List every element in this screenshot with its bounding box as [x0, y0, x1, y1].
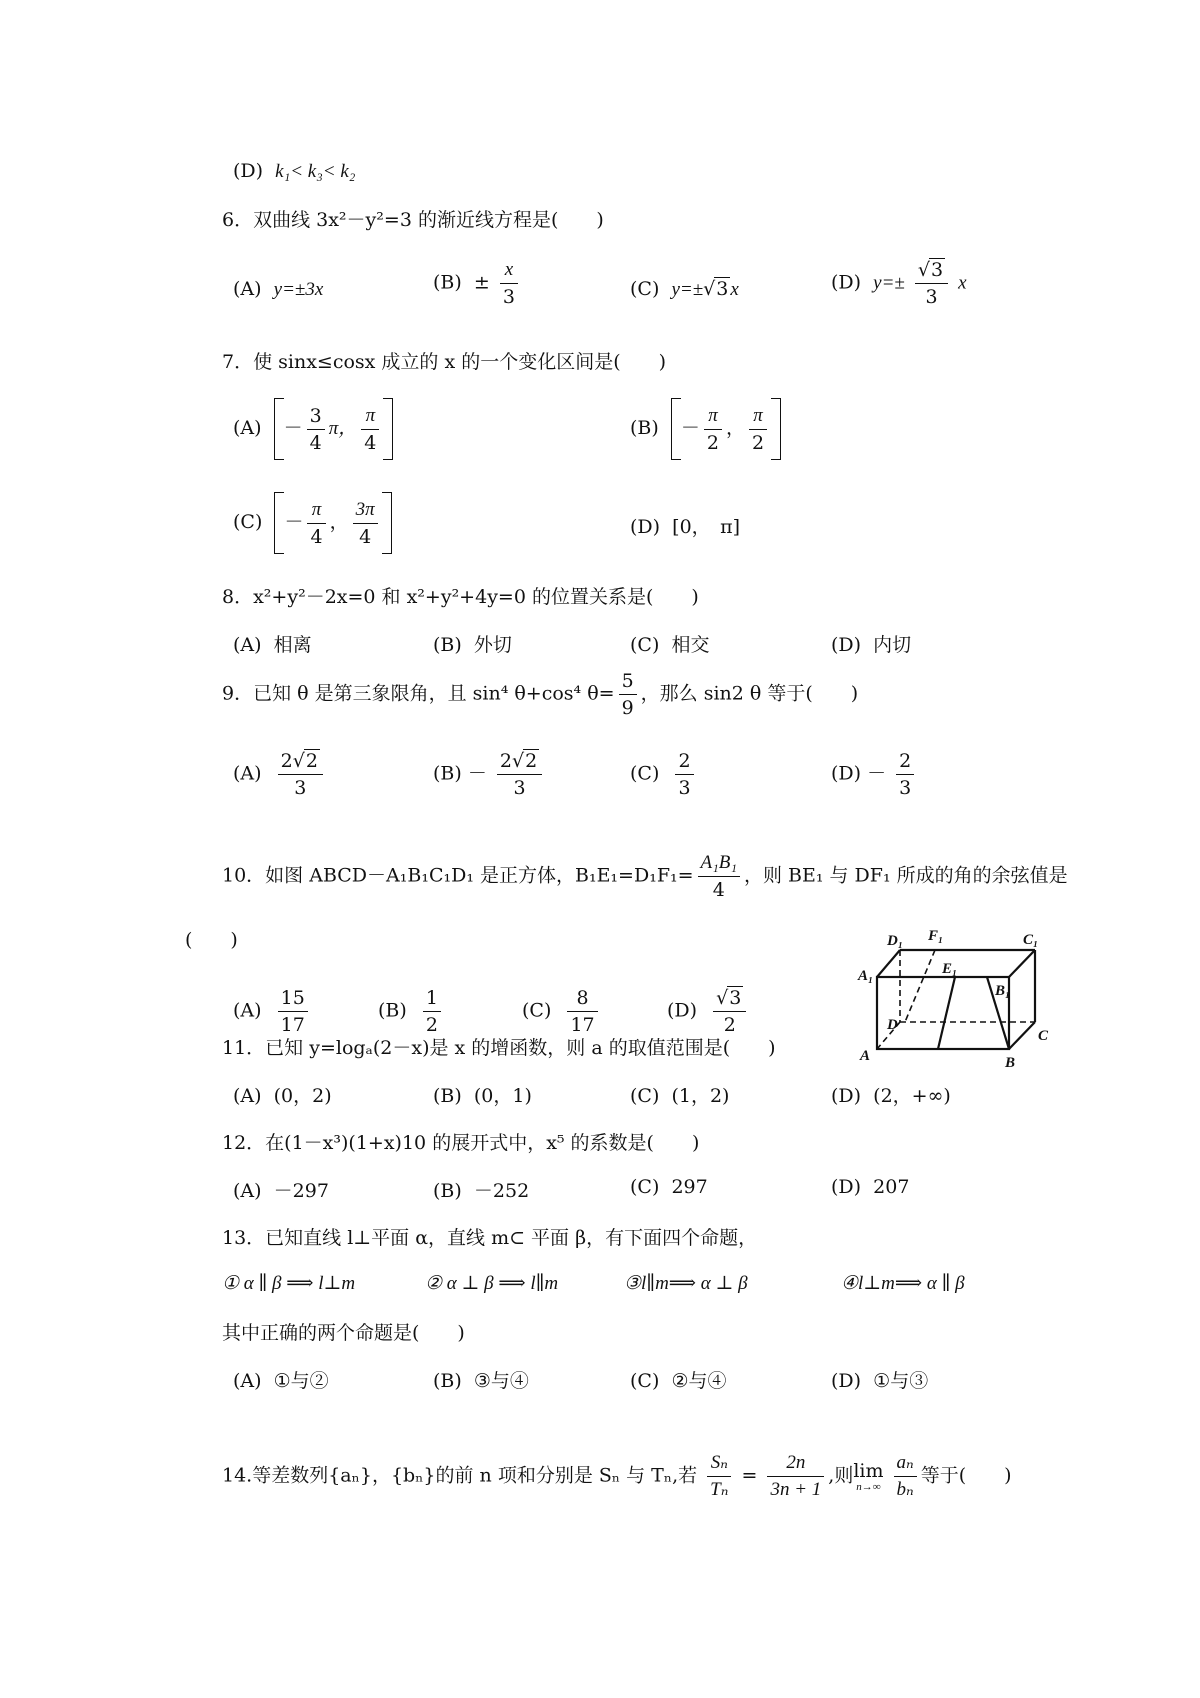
q8-option-b: (B) 外切 — [433, 634, 512, 656]
label-a: A — [860, 1048, 871, 1064]
label-e1: E₁ — [942, 961, 958, 977]
label-d: D — [887, 1017, 898, 1033]
q6-option-d: (D) y=± $\frac{√3}{3}$ x — [831, 259, 967, 308]
q13-proposition-2: ② α ⊥ β ⟹ l∥m — [425, 1273, 559, 1294]
q10-option-c: (C) $\frac{8}{17}$ — [522, 985, 602, 1038]
question-13: 13．已知直线 l⊥平面 α，直线 m⊂ 平面 β，有下面四个命题， — [222, 1227, 758, 1249]
q11-option-c: (C) (1，2) — [630, 1085, 730, 1107]
label-f1: F₁ — [928, 928, 944, 944]
question-10: 10．如图 ABCD－A₁B₁C₁D₁ 是正方体，B₁E₁=D₁F₁= $\frac{\text{A₁B₁}}{4}$ ，则 BE₁ 与 DF₁ 所成的角的余弦值是 — [222, 852, 1068, 901]
q11-option-a: (A) (0，2) — [233, 1085, 332, 1107]
q6-option-b: (B) ± $\frac{x}{3}$ — [433, 257, 522, 310]
q11-option-b: (B) (0，1) — [433, 1085, 532, 1107]
q13-option-a: (A) ①与② — [233, 1370, 329, 1392]
q5-option-d: (D) k₁< k₃< k₂ — [233, 160, 356, 182]
question-12: 12．在(1－x³)(1+x)10 的展开式中，x⁵ 的系数是( ) — [222, 1132, 700, 1154]
q9-option-a: (A) $\frac{2√2}{3}$ — [233, 748, 327, 801]
q6-option-c: (C) y=±√3 x — [630, 278, 739, 300]
segment-be1 — [938, 977, 955, 1049]
question-10-paren: ( ) — [185, 929, 238, 951]
q13-proposition-4: ④l⊥m⟹ α ∥ β — [841, 1273, 965, 1294]
q9-option-b: (B) － $\frac{2√2}{3}$ — [433, 748, 546, 801]
label-a1: A₁ — [858, 968, 874, 984]
label-b1: B₁ — [995, 983, 1011, 999]
q13-option-c: (C) ②与④ — [630, 1370, 727, 1392]
question-7: 7．使 sinx≤cosx 成立的 x 的一个变化区间是( ) — [222, 351, 667, 373]
question-13-ask: 其中正确的两个命题是( ) — [222, 1322, 465, 1344]
label-b: B — [1005, 1055, 1016, 1071]
question-11: 11．已知 y=logₐ(2－x)是 x 的增函数，则 a 的取值范围是( ) — [222, 1037, 776, 1059]
q12-option-c: (C) 297 — [630, 1176, 708, 1198]
q10-option-d: (D) $\frac{√3}{2}$ — [667, 985, 750, 1038]
q12-option-b: (B) －252 — [433, 1180, 530, 1202]
label-d1: D₁ — [887, 933, 904, 949]
question-14: 14.等差数列{aₙ}，{bₙ}的前 n 项和分别是 Sₙ 与 Tₙ,若 $\frac{\text{Sₙ}}{\text{Tₙ}}$ = $\frac{2n}{3n + 1}$ ,则lim n→∞ $\frac{\text{aₙ}}{\text{bₙ}}$ 等于( ) — [222, 1452, 1012, 1500]
q8-option-c: (C) 相交 — [630, 634, 710, 656]
label-c: C — [1038, 1028, 1049, 1044]
q11-option-d: (D) (2，+∞) — [831, 1085, 951, 1107]
q13-proposition-1: ① α ∥ β ⟹ l⊥m — [222, 1273, 356, 1294]
q10-option-b: (B) $\frac{1}{2}$ — [378, 985, 445, 1038]
question-9: 9．已知 θ 是第三象限角，且 sin⁴ θ+cos⁴ θ= $\frac{5}{9}$ ，那么 sin2 θ 等于( ) — [222, 670, 859, 719]
q12-option-d: (D) 207 — [831, 1176, 910, 1198]
q13-option-b: (B) ③与④ — [433, 1370, 529, 1392]
q7-option-b: (B) － $\frac{\pi}{2}$ ， $\frac{\pi}{2}$ — [630, 398, 781, 460]
label-c1: C₁ — [1023, 932, 1039, 948]
question-8: 8．x²+y²－2x=0 和 x²+y²+4y=0 的位置关系是( ) — [222, 586, 699, 608]
question-6: 6．双曲线 3x²－y²=3 的渐近线方程是( ) — [222, 209, 604, 231]
q12-option-a: (A) －297 — [233, 1180, 329, 1202]
q13-proposition-3: ③l∥m⟹ α ⊥ β — [624, 1273, 748, 1294]
q9-option-c: (C) $\frac{2}{3}$ — [630, 748, 698, 801]
q7-option-d: (D) [0， π] — [630, 516, 741, 538]
q9-option-d: (D) － $\frac{2}{3}$ — [831, 748, 918, 801]
segment-df1 — [905, 950, 935, 1022]
q8-option-d: (D) 内切 — [831, 634, 912, 656]
q6-option-a: (A) y=±3x — [233, 278, 324, 300]
q10-option-a: (A) $\frac{15}{17}$ — [233, 985, 312, 1038]
cube-figure — [845, 920, 1049, 1071]
q8-option-a: (A) 相离 — [233, 634, 312, 656]
q13-option-d: (D) ①与③ — [831, 1370, 929, 1392]
q7-option-c: (C) － $\frac{\pi}{4}$ ， $\frac{3\pi}{4}$ — [233, 492, 392, 554]
q7-option-a: (A) － $\frac{3}{4}$ π， $\frac{\pi}{4}$ — [233, 398, 393, 460]
